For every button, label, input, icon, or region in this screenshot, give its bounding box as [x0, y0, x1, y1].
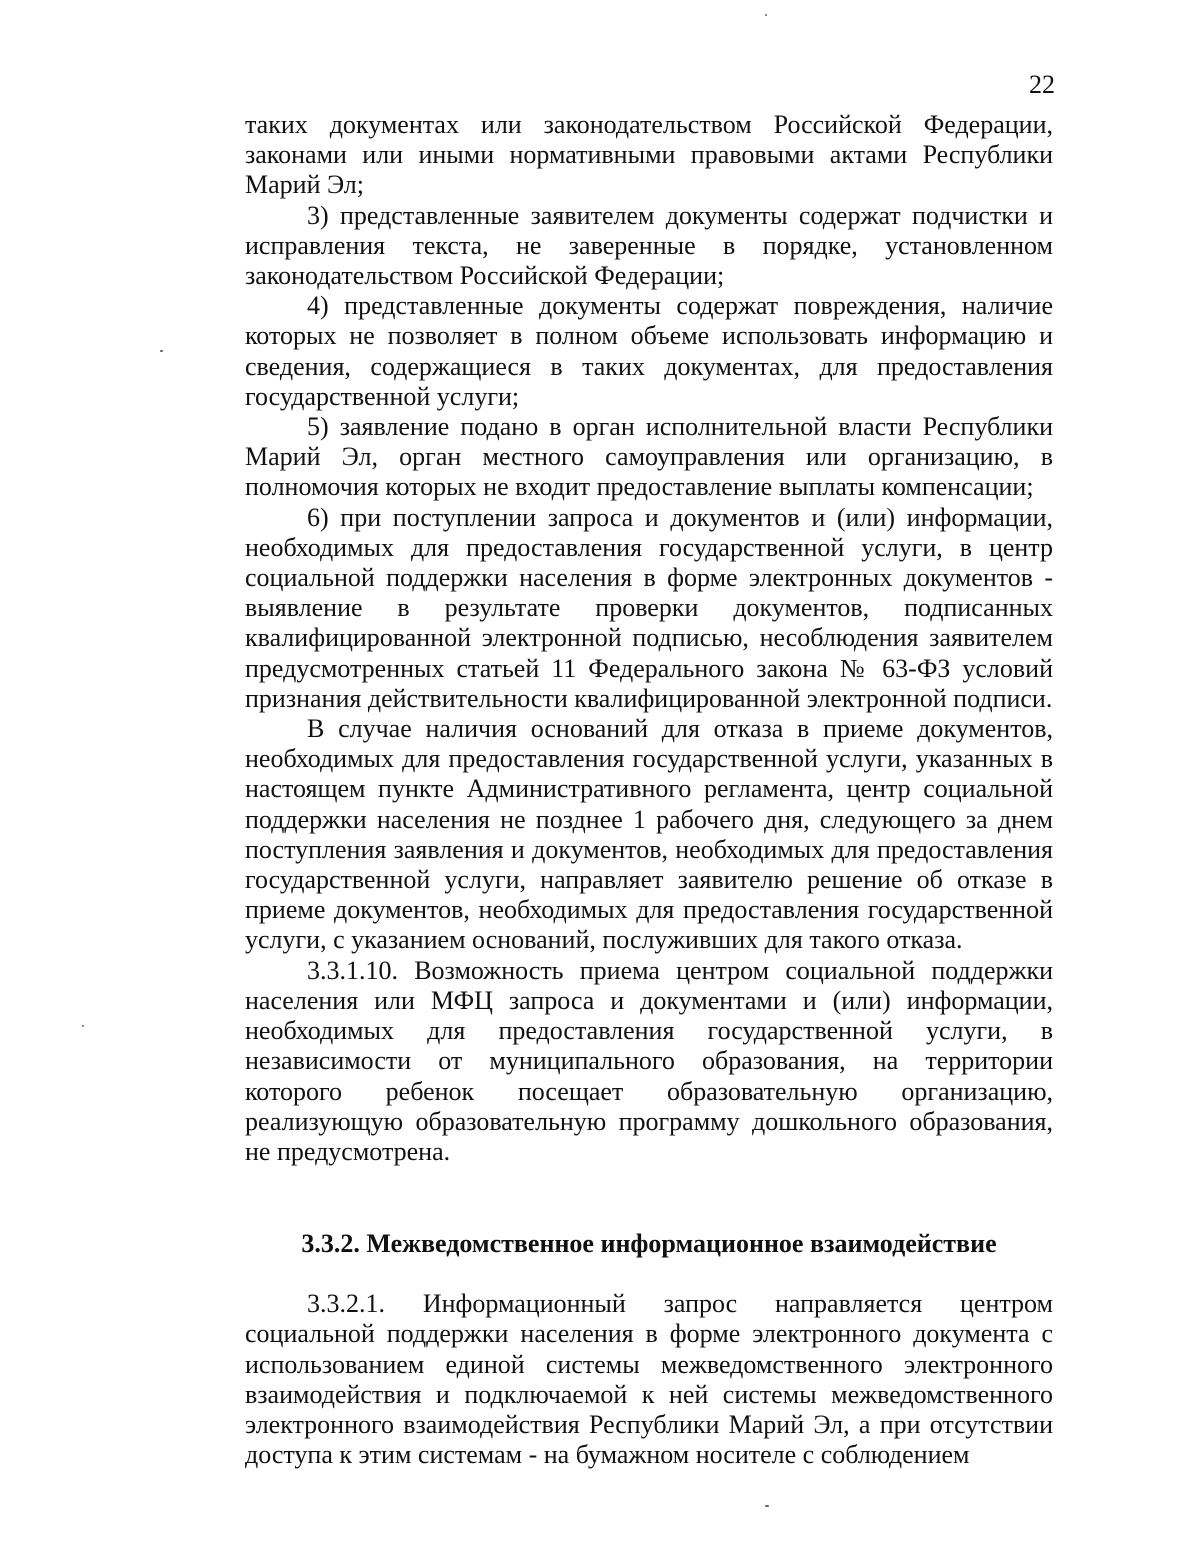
section-heading-3-3-2: 3.3.2. Межведомственное информационное взаимодействие	[301, 1229, 997, 1259]
paragraph-3-3-2-1: 3.3.2.1. Информационный запрос направляется центром социальной поддержки населения в форме электронного документа с использованием единой системы межведомственного электронного взаимодействия и подключаемой к ней системы межведомственного электронного взаимодействия Республики Марий Эл, а при отсутствии доступа к этим системам - на бумажном носителе с соблюдением	[245, 1289, 1053, 1470]
scan-speck	[765, 1505, 769, 1507]
paragraph-item-4: 4) представленные документы содержат повреждения, наличие которых не позволяет в полном объеме использовать информацию и сведения, содержащиеся в таких документах, для предоставления государственной услуги;	[245, 291, 1053, 411]
paragraph-item-3: 3) представленные заявителем документы содержат подчистки и исправления текста, не заверенные в порядке, установленном законодательством Российской Федерации;	[245, 200, 1053, 291]
paragraph-3-3-1-10: 3.3.1.10. Возможность приема центром социальной поддержки населения или МФЦ запроса и документами и (или) информации, необходимых для предоставления государственной услуги, в независимости от муниципального образования, на территории которого ребенок посещает образовательную организацию, реализующую образовательную программу дошкольного образования, не предусмотрена.	[245, 955, 1053, 1166]
paragraph-item-5: 5) заявление подано в орган исполнительной власти Республики Марий Эл, орган местного самоуправления или организацию, в полномочия которых не входит предоставление выплаты компенсации;	[245, 412, 1053, 502]
scan-speck	[765, 14, 767, 16]
paragraph-item-6: 6) при поступлении запроса и документов и (или) информации, необходимых для предоставления государственной услуги, в центр социальной поддержки населения в форме электронных документов - выявление в результате проверки документов, подписанных квалифицированной электронной подписью, несоблюдения заявителем предусмотренных статьей 11 Федерального закона № 63-ФЗ условий признания действительности квалифицированной электронной подписи.	[245, 502, 1053, 713]
paragraph-continuation: таких документах или законодательством Российской Федерации, законами или иными нормативными правовыми актами Республики Марий Эл;	[245, 110, 1053, 200]
body-text	[245, 110, 1053, 1470]
scan-speck	[160, 350, 163, 352]
page-number: 22	[1029, 70, 1055, 99]
paragraph-refusal-case: В случае наличия оснований для отказа в приеме документов, необходимых для предоставления государственной услуги, указанных в настоящем пункте Административного регламента, центр социальной поддержки населения не позднее 1 рабочего дня, следующего за днем поступления заявления и документов, необходимых для предоставления государственной услуги, направляет заявителю решение об отказе в приеме документов, необходимых для предоставления государственной услуги, с указанием оснований, послуживших для такого отказа.	[245, 714, 1053, 955]
scan-speck	[82, 1025, 84, 1027]
